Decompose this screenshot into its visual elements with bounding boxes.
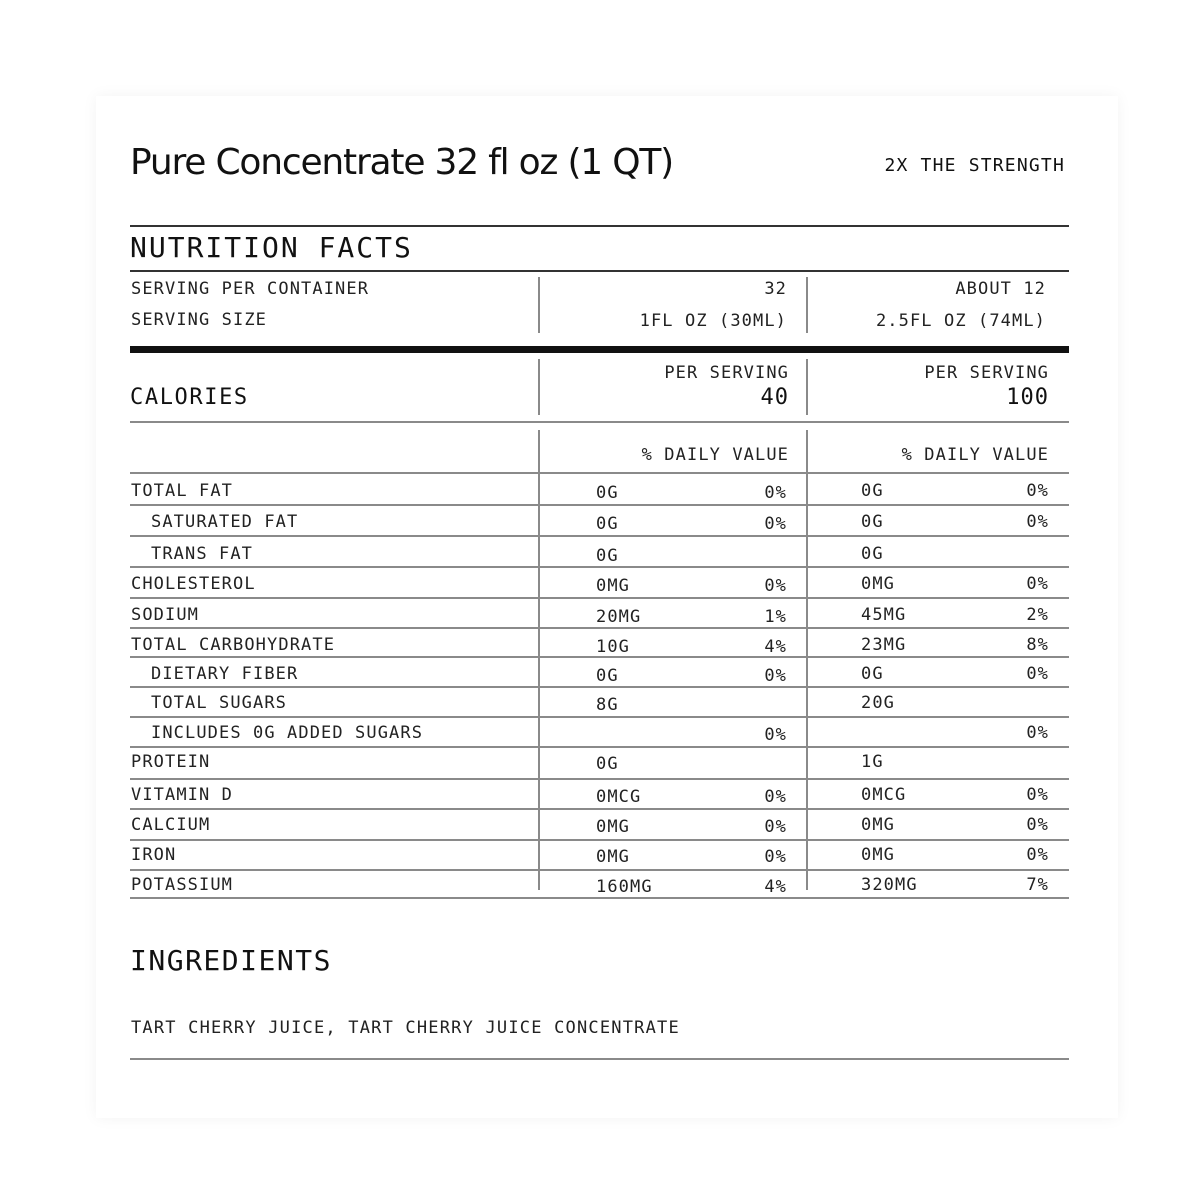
nutrient-name: CHOLESTEROL bbox=[131, 574, 256, 594]
nutrient-name: POTASSIUM bbox=[131, 875, 234, 895]
ingredients-heading: INGREDIENTS bbox=[130, 944, 332, 977]
col2-daily-value: 2% bbox=[1026, 605, 1049, 625]
col1-amount: 10G bbox=[596, 637, 631, 657]
column-divider bbox=[538, 359, 540, 415]
row-divider bbox=[130, 869, 1069, 871]
col2-daily-value: 0% bbox=[1026, 785, 1049, 805]
calories-label: CALORIES bbox=[130, 385, 249, 410]
col1-serving-size: 1FL OZ (30ML) bbox=[639, 311, 787, 331]
row-divider bbox=[130, 686, 1069, 688]
nutrient-name: SODIUM bbox=[131, 605, 200, 625]
col1-amount: 160MG bbox=[596, 877, 653, 897]
col1-amount: 0G bbox=[596, 514, 619, 534]
col2-daily-value: 0% bbox=[1026, 574, 1049, 594]
row-divider bbox=[130, 504, 1069, 506]
divider bbox=[130, 1058, 1069, 1060]
col1-daily-value: 0% bbox=[764, 817, 787, 837]
nutrient-name: SATURATED FAT bbox=[151, 512, 299, 532]
col1-amount: 20MG bbox=[596, 607, 642, 627]
col2-amount: 0G bbox=[861, 544, 884, 564]
nutrient-name: VITAMIN D bbox=[131, 785, 234, 805]
nutrient-name: INCLUDES 0G ADDED SUGARS bbox=[151, 723, 424, 743]
col1-amount: 0MCG bbox=[596, 787, 642, 807]
col2-daily-value: 0% bbox=[1026, 481, 1049, 501]
nutrient-name: TRANS FAT bbox=[151, 544, 254, 564]
row-divider bbox=[130, 472, 1069, 474]
col2-amount: 23MG bbox=[861, 635, 907, 655]
nutrient-name: TOTAL FAT bbox=[131, 481, 234, 501]
col2-daily-value: 0% bbox=[1026, 664, 1049, 684]
col2-daily-value: 7% bbox=[1026, 875, 1049, 895]
col1-daily-value: 0% bbox=[764, 787, 787, 807]
column-divider bbox=[806, 430, 808, 890]
column-divider bbox=[806, 359, 808, 415]
row-divider bbox=[130, 778, 1069, 780]
col1-daily-value: 0% bbox=[764, 666, 787, 686]
col1-amount: 0G bbox=[596, 483, 619, 503]
row-divider bbox=[130, 897, 1069, 899]
row-divider bbox=[130, 808, 1069, 810]
col1-calories-value: 40 bbox=[760, 385, 789, 410]
col2-daily-value: 0% bbox=[1026, 845, 1049, 865]
col2-calories-value: 100 bbox=[1006, 385, 1049, 410]
thick-divider bbox=[130, 346, 1069, 353]
col2-daily-value: 0% bbox=[1026, 723, 1049, 743]
col1-amount: 8G bbox=[596, 695, 619, 715]
strength-tag: 2X THE STRENGTH bbox=[884, 155, 1065, 176]
col1-amount: 0MG bbox=[596, 576, 631, 596]
col2-amount: 0G bbox=[861, 512, 884, 532]
col2-daily-value: 8% bbox=[1026, 635, 1049, 655]
col2-amount: 1G bbox=[861, 752, 884, 772]
col1-servings: 32 bbox=[764, 279, 787, 299]
col1-daily-value: 0% bbox=[764, 576, 787, 596]
col1-amount: 0G bbox=[596, 546, 619, 566]
col1-daily-value: 0% bbox=[764, 483, 787, 503]
nutrient-name: CALCIUM bbox=[131, 815, 211, 835]
row-divider bbox=[130, 535, 1069, 537]
col1-daily-value-header: % DAILY VALUE bbox=[641, 445, 789, 465]
row-divider bbox=[130, 716, 1069, 718]
nutrient-name: TOTAL SUGARS bbox=[151, 693, 288, 713]
row-divider bbox=[130, 566, 1069, 568]
nutrient-name: IRON bbox=[131, 845, 177, 865]
divider bbox=[130, 270, 1069, 272]
col2-amount: 45MG bbox=[861, 605, 907, 625]
col1-daily-value: 1% bbox=[764, 607, 787, 627]
col2-serving-size: 2.5FL OZ (74ML) bbox=[875, 311, 1046, 331]
col1-amount: 0G bbox=[596, 666, 619, 686]
divider bbox=[130, 225, 1069, 227]
col2-amount: 20G bbox=[861, 693, 896, 713]
column-divider bbox=[806, 277, 808, 333]
product-title: Pure Concentrate 32 fl oz (1 QT) bbox=[130, 142, 674, 183]
ingredients-text: TART CHERRY JUICE, TART CHERRY JUICE CONCENTRATE bbox=[131, 1018, 680, 1038]
col1-daily-value: 0% bbox=[764, 725, 787, 745]
col1-daily-value: 4% bbox=[764, 637, 787, 657]
row-divider bbox=[130, 746, 1069, 748]
col2-servings: ABOUT 12 bbox=[955, 279, 1046, 299]
col2-daily-value: 0% bbox=[1026, 512, 1049, 532]
nutrient-name: TOTAL CARBOHYDRATE bbox=[131, 635, 336, 655]
col2-amount: 0MCG bbox=[861, 785, 907, 805]
col2-amount: 0G bbox=[861, 481, 884, 501]
col2-amount: 0MG bbox=[861, 845, 896, 865]
col2-amount: 0G bbox=[861, 664, 884, 684]
col1-daily-value: 0% bbox=[764, 847, 787, 867]
col2-daily-value-header: % DAILY VALUE bbox=[901, 445, 1049, 465]
column-divider bbox=[538, 277, 540, 333]
col1-amount: 0G bbox=[596, 754, 619, 774]
col2-amount: 0MG bbox=[861, 815, 896, 835]
col2-daily-value: 0% bbox=[1026, 815, 1049, 835]
col2-amount: 0MG bbox=[861, 574, 896, 594]
col1-daily-value: 4% bbox=[764, 877, 787, 897]
col1-daily-value: 0% bbox=[764, 514, 787, 534]
serving-size-label: SERVING SIZE bbox=[131, 310, 268, 330]
nutrient-name: PROTEIN bbox=[131, 752, 211, 772]
row-divider bbox=[130, 839, 1069, 841]
col1-amount: 0MG bbox=[596, 847, 631, 867]
col1-amount: 0MG bbox=[596, 817, 631, 837]
servings-per-container-label: SERVING PER CONTAINER bbox=[131, 279, 370, 299]
row-divider bbox=[130, 597, 1069, 599]
nutrition-facts-heading: NUTRITION FACTS bbox=[130, 231, 413, 264]
nutrient-name: DIETARY FIBER bbox=[151, 664, 299, 684]
col2-per-serving-label: PER SERVING bbox=[924, 363, 1049, 383]
column-divider bbox=[538, 430, 540, 890]
row-divider bbox=[130, 627, 1069, 629]
col2-amount: 320MG bbox=[861, 875, 918, 895]
divider bbox=[130, 421, 1069, 423]
col1-per-serving-label: PER SERVING bbox=[664, 363, 789, 383]
